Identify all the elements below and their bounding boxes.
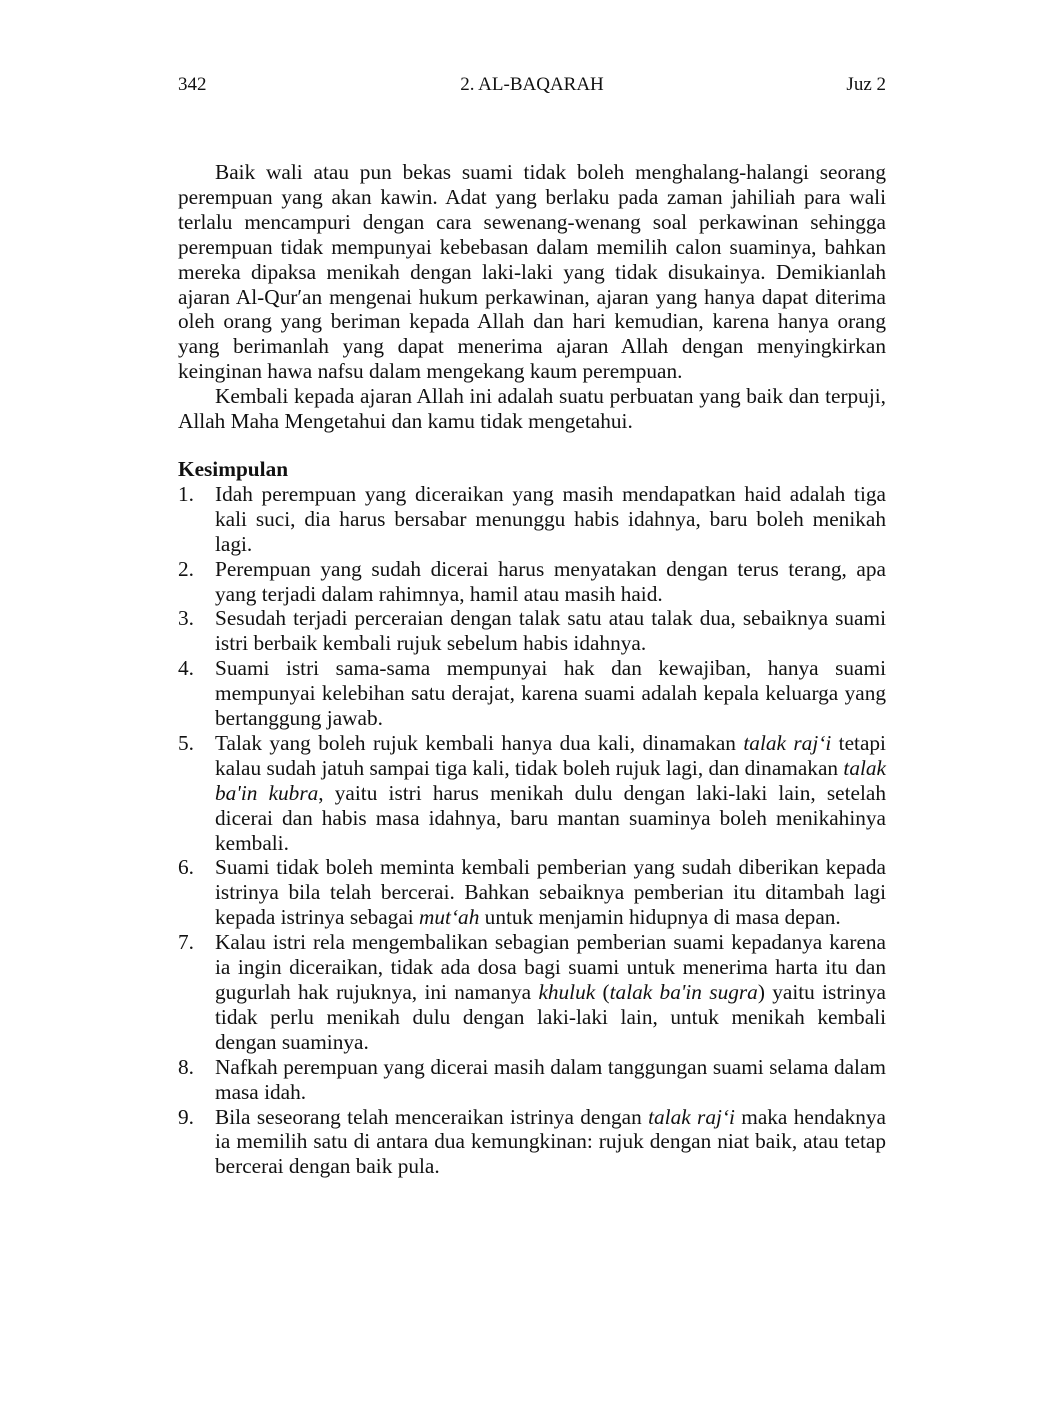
italic-term: talak ba'in kubra [215,755,886,805]
list-item-text: Idah perempuan yang diceraikan yang masih mendapatkan haid adalah tiga kali suci, dia harus bersabar menunggu habis idahnya, baru boleh menikah lagi. [215,481,886,556]
italic-term: talak ba'in sugra [609,980,758,1004]
list-item [178,1055,886,1105]
list-item [178,606,886,656]
list-item-text: Suami istri sama-sama mempunyai hak dan kewajiban, hanya suami mempunyai kelebihan satu derajat, karena suami adalah kepala keluarga yang bertanggung jawab. [215,656,886,731]
list-item-text: Talak yang boleh rujuk kembali hanya dua kali, dinamakan [215,730,744,755]
list-item-number: 5. [178,730,194,755]
list-item-text: tetapi kalau sudah jatuh sampai tiga kali, tidak boleh rujuk lagi, dan dinamakan [215,730,886,780]
list-item [178,1105,886,1180]
list-item-text: maka hendaknya ia memilih satu di antara dua kemungkinan: rujuk dengan niat baik, atau tetap bercerai dengan baik pula. [215,1104,886,1179]
list-item [178,855,886,930]
list-item-number: 4. [178,656,194,681]
list-item-number: 8. [178,1054,194,1079]
list-item-number: 9. [178,1104,194,1129]
list-item [178,557,886,607]
body-paragraph-2: Kembali kepada ajaran Allah ini adalah suatu perbuatan yang baik dan terpuji, Allah Maha Mengetahui dan kamu tidak mengetahui. [178,384,886,434]
section-heading: Kesimpulan [178,456,289,481]
page-content [178,160,886,1179]
list-item-number: 3. [178,606,194,631]
list-item-text: ( [595,980,610,1004]
list-item [178,656,886,731]
body-paragraph-1: Baik wali atau pun bekas suami tidak boleh menghalang-halangi seorang perempuan yang akan kawin. Adat yang berlaku pada zaman jahiliah para wali terlalu mencampuri dengan cara sewenang-wenang soal perkawinan sehingga perempuan tidak mempunyai kebebasan dalam memilih calon suaminya, bahkan mereka dipaksa menikah dengan laki-laki yang tidak disukainya. Demikianlah ajaran Al-Qur′an mengenai hukum perkawinan, ajaran yang hanya dapat diterima oleh orang yang beriman kepada Allah dan hari kemudian, karena hanya orang yang berimanlah yang dapat menerima ajaran Allah dengan menyingkirkan keinginan hawa nafsu dalam mengekang kaum perempuan. [178,160,886,384]
juz-label: Juz 2 [846,74,886,95]
italic-term: talak raj‘i [648,1104,735,1129]
list-item-text: , yaitu istri harus menikah dulu dengan laki-laki lain, setelah dicerai dan habis masa idahnya, baru mantan suaminya boleh menikahinya kembali. [215,780,886,855]
list-item-text: ) yaitu istrinya tidak perlu menikah dulu dengan laki-laki lain, untuk menikah kembali dengan suaminya. [215,980,887,1054]
list-item-number: 7. [178,930,194,955]
italic-term: mut‘ah [419,905,480,930]
list-item-text: Suami tidak boleh meminta kembali pemberian yang sudah diberikan kepada istrinya bila telah bercerai. Bahkan sebaiknya pemberian itu ditambah lagi kepada istrinya sebagai [215,855,886,930]
list-item-text: Kalau istri rela mengembalikan sebagian pemberian suami kepadanya karena ia ingin diceraikan, tidak ada dosa bagi suami untuk menerima harta itu dan gugurlah hak rujuknya, ini namanya [215,930,886,1004]
list-item-text: Sesudah terjadi perceraian dengan talak satu atau talak dua, sebaiknya suami istri berbaik kembali rujuk sebelum habis idahnya. [215,606,886,656]
page-number: 342 [178,74,207,95]
list-item [178,482,886,557]
list-item [178,930,886,1055]
list-item-text: Perempuan yang sudah dicerai harus menyatakan dengan terus terang, apa yang terjadi dalam rahimnya, hamil atau masih haid. [215,556,886,606]
list-item-number: 2. [178,556,194,581]
list-item-text: untuk menjamin hidupnya di masa depan. [479,905,841,930]
list-item-number: 6. [178,855,194,880]
italic-term: talak raj‘i [743,730,832,755]
page-header [178,72,886,98]
list-item [178,731,886,856]
running-title: 2. AL-BAQARAH [460,74,604,95]
list-item-text: Bila seseorang telah menceraikan istrinya dengan [215,1104,649,1129]
list-item-number: 1. [178,481,194,506]
conclusion-list [178,482,886,1179]
list-item-text: Nafkah perempuan yang dicerai masih dalam tanggungan suami selama dalam masa idah. [215,1054,886,1104]
italic-term: khuluk [538,980,596,1004]
